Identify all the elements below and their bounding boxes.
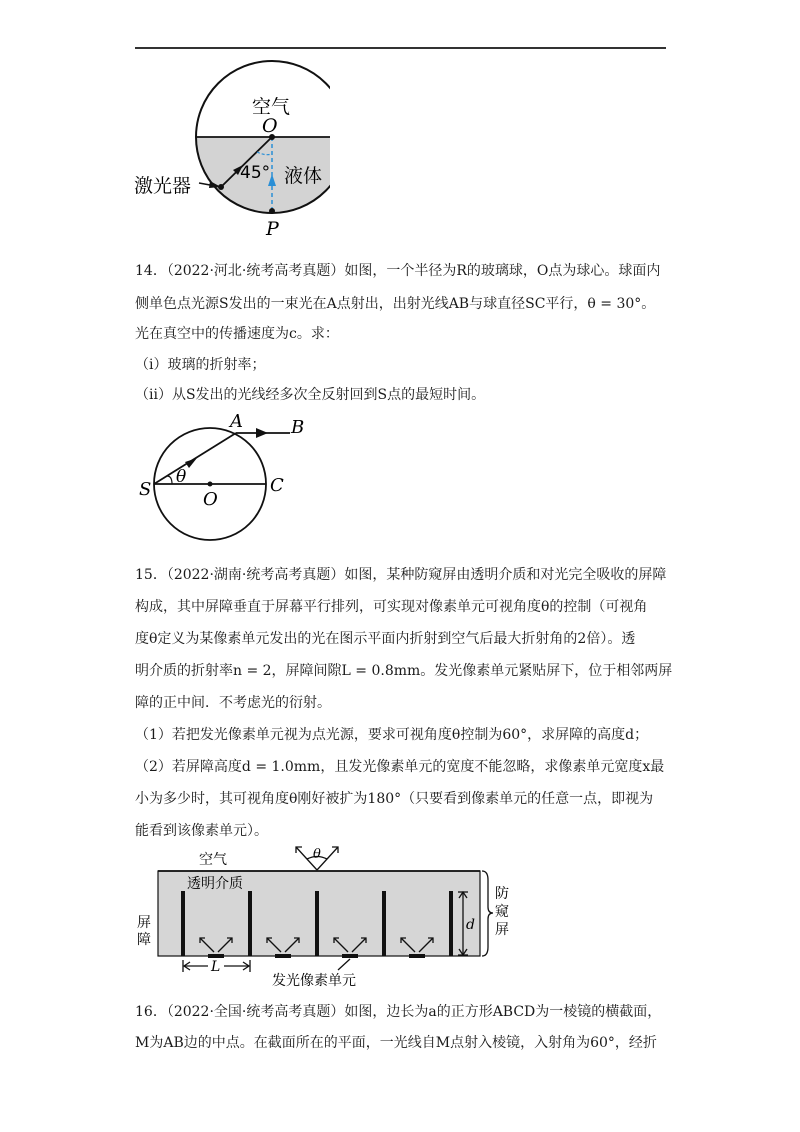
q16-line1: 16．（2022·全国·统考高考真题）如图，边长为a的正方形ABCD为一棱镜的横截面， [135,1004,662,1020]
label-angle: 45° [240,163,271,183]
label-d: d [466,917,475,933]
q15-line4: 明介质的折射率n = 2，屏障间隙L = 0.8mm。发光像素单元紧贴屏下，位于相邻两屏 [135,663,673,679]
label-O: O [203,489,218,510]
label-barrier-2: 障 [137,932,151,948]
q15-line6: （1）若把发光像素单元视为点光源，要求可视角度θ控制为60°，求屏障的高度d； [135,727,649,743]
q14-line5: （ii）从S发出的光线经多次全反射回到S点的最短时间。 [135,387,486,403]
label-medium: 透明介质 [187,876,243,892]
label-air: 空气 [252,96,291,118]
q14-line2: 侧单色点光源S发出的一束光在A点射出，出射光线AB与球直径SC平行，θ = 30°。 [135,296,656,312]
label-A: A [230,411,243,432]
label-L: L [211,959,221,975]
q16-line2: M为AB边的中点。在截面所在的平面，一光线自M点射入棱镜，入射角为60°，经折 [135,1035,657,1051]
q15-line9: 能看到该像素单元）。 [135,823,268,839]
figure-privacy-screen [133,840,523,990]
label-C: C [270,475,284,496]
figure-liquid-sphere [130,55,330,240]
label-theta: θ [313,847,321,862]
q15-line8: 小为多少时，其可视角度θ刚好被扩为180°（只要看到像素单元的任意一点，即视为 [135,791,654,807]
label-screen-3: 屏 [495,922,509,938]
q15-line3: 度θ定义为某像素单元发出的光在图示平面内折射到空气后最大折射角的2倍）。透 [135,631,636,647]
q15-line1: 15．（2022·湖南·统考高考真题）如图，某种防窥屏由透明介质和对光完全吸收的屏障 [135,567,667,583]
label-O: O [262,115,278,137]
label-theta: θ [176,467,187,487]
label-P: P [266,218,279,240]
q14-line4: （i）玻璃的折射率； [135,357,266,373]
label-laser: 激光器 [134,175,192,197]
header-rule [135,47,666,49]
label-liquid: 液体 [284,165,323,187]
label-barrier-1: 屏 [137,915,151,931]
q15-line5: 障的正中间．不考虑光的衍射。 [135,695,331,711]
q15-line7: （2）若屏障高度d = 1.0mm，且发光像素单元的宽度不能忽略，求像素单元宽度x最 [135,759,665,775]
label-screen-2: 窥 [495,904,509,920]
q15-line2: 构成，其中屏障垂直于屏幕平行排列，可实现对像素单元可视角度θ的控制（可视角 [135,599,648,615]
label-pixel: 发光像素单元 [272,973,356,989]
q14-line1: 14．（2022·河北·统考高考真题）如图，一个半径为R的玻璃球，O点为球心。球面内 [135,263,661,279]
label-screen-1: 防 [495,886,509,902]
label-B: B [291,417,305,438]
figure-glass-sphere [135,408,315,543]
label-air: 空气 [199,852,227,868]
q14-line3: 光在真空中的传播速度为c。求： [135,326,339,342]
label-S: S [139,479,152,500]
